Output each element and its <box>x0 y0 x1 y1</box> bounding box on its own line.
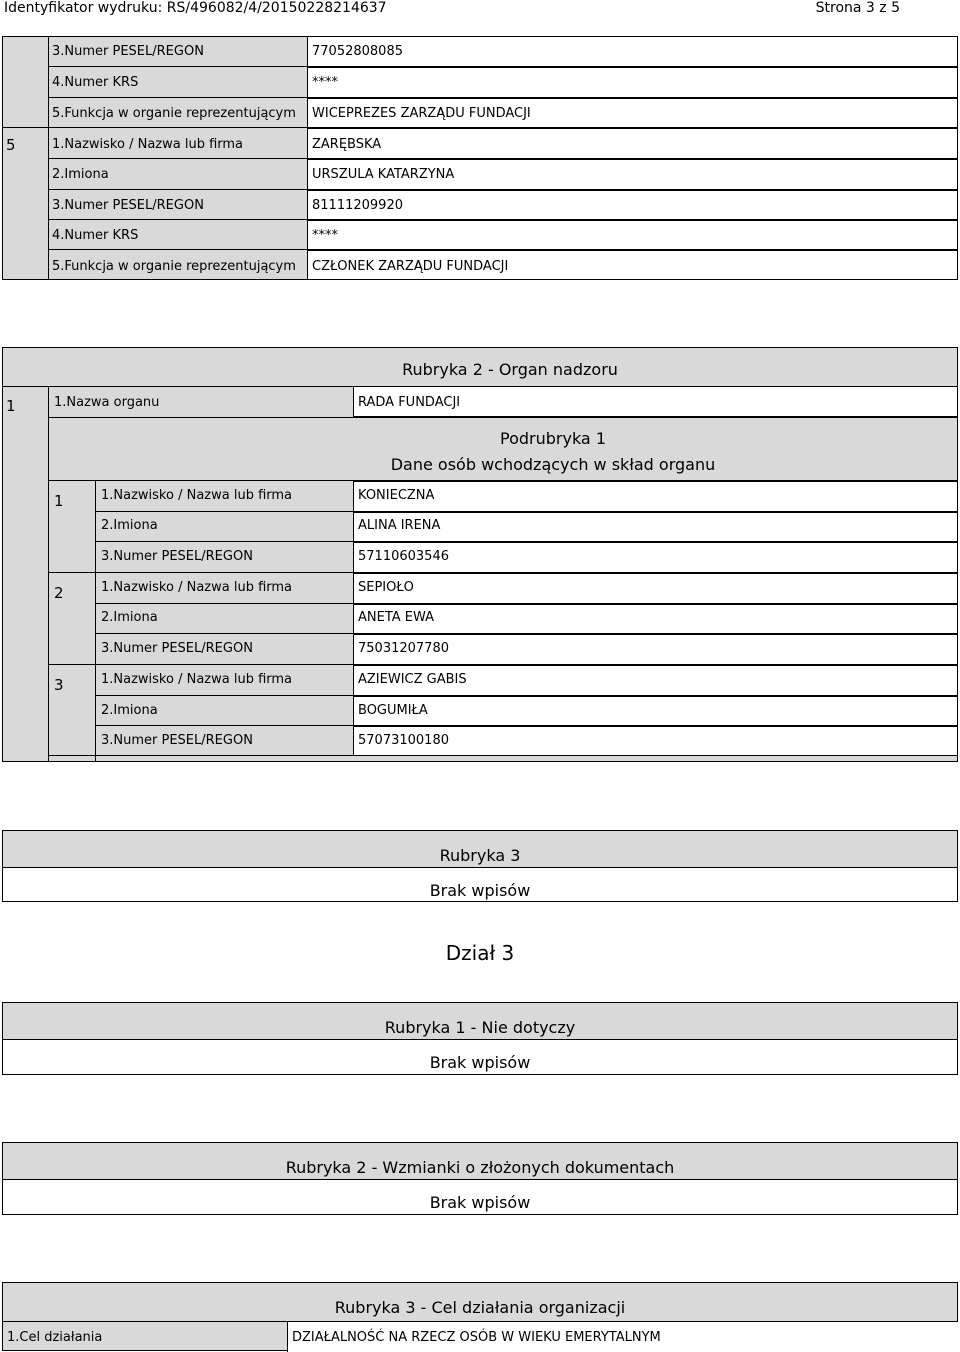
field-value: WICEPREZES ZARZĄDU FUNDACJI <box>312 106 531 121</box>
field-label: 2.Imiona <box>101 518 158 533</box>
subsection-title: Podrubryka 1 <box>500 429 606 448</box>
field-value: URSZULA KATARZYNA <box>312 167 455 182</box>
section-header <box>2 347 958 387</box>
d3-rubryka-2-box <box>2 1142 958 1215</box>
value-cell <box>307 220 958 250</box>
field-label: 4.Numer KRS <box>52 75 139 90</box>
field-label: 2.Imiona <box>101 610 158 625</box>
field-value: KONIECZNA <box>358 488 435 503</box>
value-cell <box>307 67 958 98</box>
subsection-header <box>48 417 958 481</box>
field-label: 2.Imiona <box>52 167 109 182</box>
field-value: 75031207780 <box>358 641 449 656</box>
field-label: 2.Imiona <box>101 703 158 718</box>
field-value: 57110603546 <box>358 549 449 564</box>
empty-note: Brak wpisów <box>429 881 531 900</box>
person-number: 3 <box>54 676 64 694</box>
field-value: BOGUMIŁA <box>358 703 428 718</box>
d3-rubryka-1-box <box>2 1002 958 1075</box>
section-title: Rubryka 3 - Cel działania organizacji <box>334 1298 626 1317</box>
person-number: 1 <box>54 492 64 510</box>
field-value: 57073100180 <box>358 733 449 748</box>
field-label: 1.Nazwisko / Nazwa lub firma <box>101 672 293 687</box>
empty-note: Brak wpisów <box>429 1193 531 1212</box>
rubryka-3-box <box>2 830 958 902</box>
d3-rubryka-3-box <box>2 1282 958 1351</box>
empty-note: Brak wpisów <box>429 1053 531 1072</box>
section-title: Rubryka 2 - Wzmianki o złożonych dokumentach <box>285 1158 675 1177</box>
field-label: 1.Cel działania <box>7 1330 103 1345</box>
field-label: 3.Numer PESEL/REGON <box>101 733 253 748</box>
field-value: RADA FUNDACJI <box>358 395 461 410</box>
field-value: ANETA EWA <box>358 610 435 625</box>
field-label: 5.Funkcja w organie reprezentującym <box>52 259 296 274</box>
field-value: **** <box>312 75 338 90</box>
field-value: CZŁONEK ZARZĄDU FUNDACJI <box>312 259 509 274</box>
part-title: Dział 3 <box>445 941 515 965</box>
field-value: DZIAŁALNOŚĆ NA RZECZ OSÓB W WIEKU EMERYTALNYM <box>292 1330 661 1345</box>
section-title: Rubryka 3 <box>439 846 521 865</box>
field-value: **** <box>312 228 338 243</box>
field-label: 5.Funkcja w organie reprezentującym <box>52 106 296 121</box>
section-title: Rubryka 2 - Organ nadzoru <box>402 360 618 379</box>
value-cell <box>307 36 958 67</box>
field-label: 1.Nazwa organu <box>54 395 160 410</box>
field-label: 3.Numer PESEL/REGON <box>101 549 253 564</box>
field-value: ZARĘBSKA <box>312 137 382 152</box>
field-label: 3.Numer PESEL/REGON <box>101 641 253 656</box>
entry-number: 1 <box>6 397 16 415</box>
field-label: 3.Numer PESEL/REGON <box>52 198 204 213</box>
entry-number: 5 <box>6 136 16 154</box>
page-number: Strona 3 z 5 <box>815 0 900 16</box>
field-value: 77052808085 <box>312 44 403 59</box>
field-label: 4.Numer KRS <box>52 228 139 243</box>
value-cell <box>307 190 958 220</box>
field-label: 1.Nazwisko / Nazwa lub firma <box>101 488 293 503</box>
print-id: Identyfikator wydruku: RS/496082/4/20150228214637 <box>4 0 387 16</box>
field-value: 81111209920 <box>312 198 403 213</box>
field-label: 3.Numer PESEL/REGON <box>52 44 204 59</box>
value-cell <box>307 128 958 159</box>
field-value: ALINA IRENA <box>358 518 441 533</box>
person-number: 2 <box>54 584 64 602</box>
subsection-subtitle: Dane osób wchodzących w skład organu <box>390 455 716 474</box>
field-label: 1.Nazwisko / Nazwa lub firma <box>101 580 293 595</box>
section-title: Rubryka 1 - Nie dotyczy <box>384 1018 576 1037</box>
field-label: 1.Nazwisko / Nazwa lub firma <box>52 137 244 152</box>
field-value: SEPIOŁO <box>358 580 414 595</box>
field-value: AZIEWICZ GABIS <box>358 672 467 687</box>
